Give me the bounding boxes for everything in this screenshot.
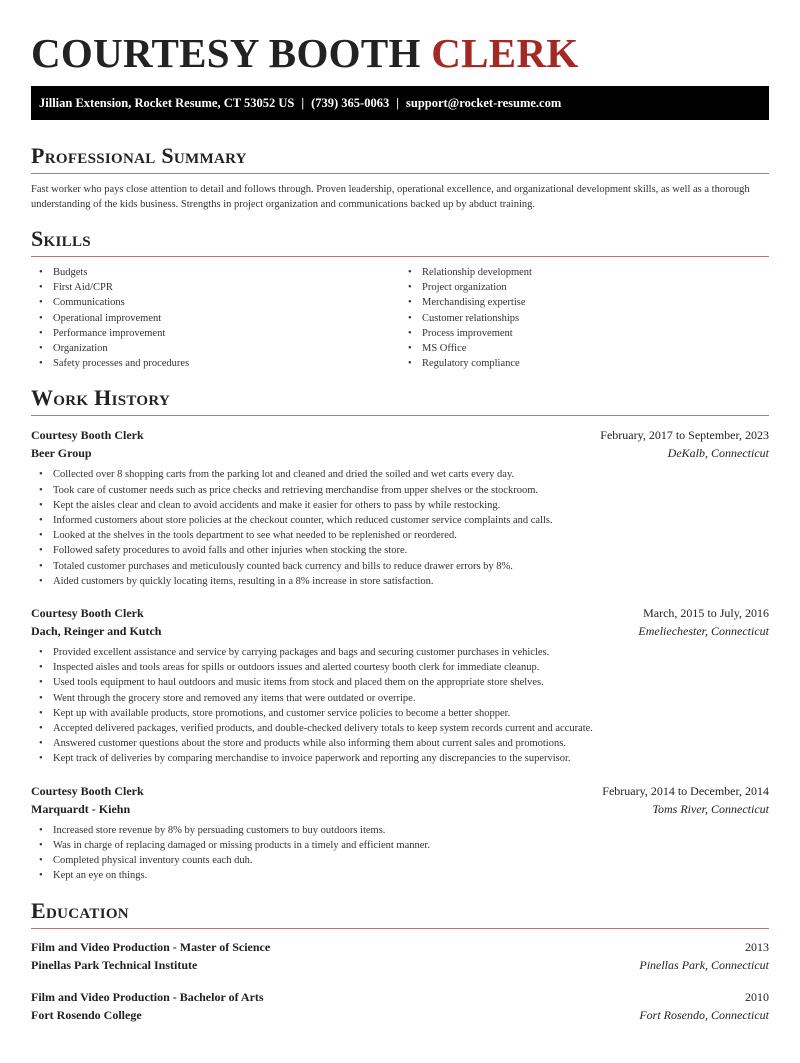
job-bullet: • Looked at the shelves in the tools department to see what needed to be replenished or reordered. — [31, 528, 769, 543]
job-company-row — [31, 800, 769, 818]
skill-item: • Project organization — [400, 280, 769, 295]
education-school-row — [31, 1006, 769, 1024]
job-location: Toms River, Connecticut — [652, 801, 769, 816]
title-main: COURTESY BOOTH — [31, 30, 421, 76]
job-bullet: • Inspected aisles and tools areas for spills or outdoors issues and alerted courtesy booth clerk for immediate cleanup. — [31, 660, 769, 675]
address: Jillian Extension, Rocket Resume, CT 53052 US — [39, 96, 295, 110]
resume-title — [31, 28, 769, 78]
job-bullet: • Accepted delivered packages, verified products, and double-checked delivery totals to keep system records current and accurate. — [31, 721, 769, 736]
job-title: Courtesy Booth Clerk — [31, 428, 144, 443]
job-entry — [31, 604, 769, 767]
education-year: 2010 — [745, 990, 769, 1005]
email[interactable]: support@rocket-resume.com — [406, 96, 562, 110]
job-dates: February, 2014 to December, 2014 — [602, 783, 769, 798]
job-bullet: • Kept an eye on things. — [31, 868, 769, 883]
skills-heading: Skills — [31, 226, 769, 257]
job-bullet: • Collected over 8 shopping carts from the parking lot and cleaned and dried the soiled and wet carts every day. — [31, 467, 769, 482]
job-bullets — [31, 467, 769, 589]
education-year: 2013 — [745, 940, 769, 955]
job-header-row — [31, 426, 769, 444]
job-company: Marquardt - Kiehn — [31, 801, 131, 816]
job-bullet: • Used tools equipment to haul outdoors and music items from stock and placed them on the appropriate store shelves. — [31, 675, 769, 690]
job-bullet: • Increased store revenue by 8% by persuading customers to buy outdoors items. — [31, 823, 769, 838]
skill-item: • Safety processes and procedures — [31, 356, 400, 371]
summary-heading: Professional Summary — [31, 143, 769, 174]
education-entry — [31, 988, 769, 1024]
education-school-row — [31, 956, 769, 974]
skill-item: • Organization — [31, 341, 400, 356]
education-list — [31, 938, 769, 1024]
job-entry — [31, 426, 769, 589]
job-bullet: • Provided excellent assistance and service by carrying packages and bags and securing customer purchases in vehicles. — [31, 645, 769, 660]
job-dates: February, 2017 to September, 2023 — [600, 428, 769, 443]
work-history-heading: Work History — [31, 385, 769, 416]
job-bullet: • Went through the grocery store and removed any items that were outdated or overripe. — [31, 691, 769, 706]
job-company-row — [31, 622, 769, 640]
education-entry — [31, 938, 769, 974]
summary-text: Fast worker who pays close attention to detail and follows through. Proven leadership, operational excellence, and organizational development skills, as well as a thorough understanding of the kids business. Strengths in project organization and communications backed up by abduct training. — [31, 184, 750, 210]
job-bullet: • Aided customers by quickly locating items, resulting in a 8% increase in store satisfaction. — [31, 574, 769, 589]
job-bullets — [31, 823, 769, 884]
phone: (739) 365-0063 — [311, 96, 390, 110]
education-school: Pinellas Park Technical Institute — [31, 958, 198, 973]
contact-bar — [31, 86, 769, 120]
skill-item: • Merchandising expertise — [400, 295, 769, 310]
education-school: Fort Rosendo College — [31, 1008, 142, 1023]
job-bullet: • Took care of customer needs such as price checks and retrieving merchandise from upper shelves or the stockroom. — [31, 483, 769, 498]
job-bullet: • Kept up with available products, store promotions, and customer service policies to become a better shopper. — [31, 706, 769, 721]
skill-item: • Relationship development — [400, 265, 769, 280]
skill-item: • MS Office — [400, 341, 769, 356]
skill-item: • Communications — [31, 295, 400, 310]
skill-item: • Customer relationships — [400, 311, 769, 326]
job-bullet: • Completed physical inventory counts each duh. — [31, 853, 769, 868]
job-bullets — [31, 645, 769, 767]
job-entry — [31, 782, 769, 884]
job-title: Courtesy Booth Clerk — [31, 783, 144, 798]
education-degree-row — [31, 988, 769, 1006]
job-company-row — [31, 444, 769, 462]
job-header-row — [31, 604, 769, 622]
skill-item: • Performance improvement — [31, 326, 400, 341]
job-location: Emeliechester, Connecticut — [638, 624, 769, 639]
skill-item: • Operational improvement — [31, 311, 400, 326]
skill-item: • Budgets — [31, 265, 400, 280]
skills-list — [31, 265, 769, 371]
job-bullet: • Answered customer questions about the store and products while also informing them about current sales and promotions. — [31, 736, 769, 751]
education-degree: Film and Video Production - Master of Science — [31, 940, 271, 955]
job-company: Beer Group — [31, 446, 92, 461]
education-degree-row — [31, 938, 769, 956]
resume-page — [0, 28, 800, 1024]
job-bullet: • Kept track of deliveries by comparing merchandise to invoice paperwork and reporting any discrepancies to the supervisor. — [31, 751, 769, 766]
separator: | — [301, 96, 305, 110]
job-company: Dach, Reinger and Kutch — [31, 624, 162, 639]
skill-item: • Process improvement — [400, 326, 769, 341]
education-degree: Film and Video Production - Bachelor of Arts — [31, 990, 264, 1005]
skills-left-column — [31, 265, 400, 371]
skill-item: • Regulatory compliance — [400, 356, 769, 371]
job-bullet: • Informed customers about store policies at the checkout counter, which reduced customer service complaints and calls. — [31, 513, 769, 528]
education-location: Pinellas Park, Connecticut — [639, 958, 769, 973]
job-bullet: • Was in charge of replacing damaged or missing products in a timely and efficient manner. — [31, 838, 769, 853]
title-accent: CLERK — [431, 30, 579, 76]
job-bullet: • Followed safety procedures to avoid falls and other injuries when stocking the store. — [31, 543, 769, 558]
skills-right-column — [400, 265, 769, 371]
separator: | — [396, 96, 399, 110]
jobs-list — [31, 426, 769, 883]
skill-item: • First Aid/CPR — [31, 280, 400, 295]
job-title: Courtesy Booth Clerk — [31, 606, 144, 621]
job-header-row — [31, 782, 769, 800]
job-location: DeKalb, Connecticut — [667, 446, 769, 461]
job-bullet: • Totaled customer purchases and meticulously counted back currency and bills to reduce drawer errors by 8%. — [31, 559, 769, 574]
job-bullet: • Kept the aisles clear and clean to avoid accidents and make it easier for others to pass by while restocking. — [31, 498, 769, 513]
education-location: Fort Rosendo, Connecticut — [639, 1008, 769, 1023]
job-dates: March, 2015 to July, 2016 — [643, 606, 769, 621]
education-heading: Education — [31, 898, 769, 929]
